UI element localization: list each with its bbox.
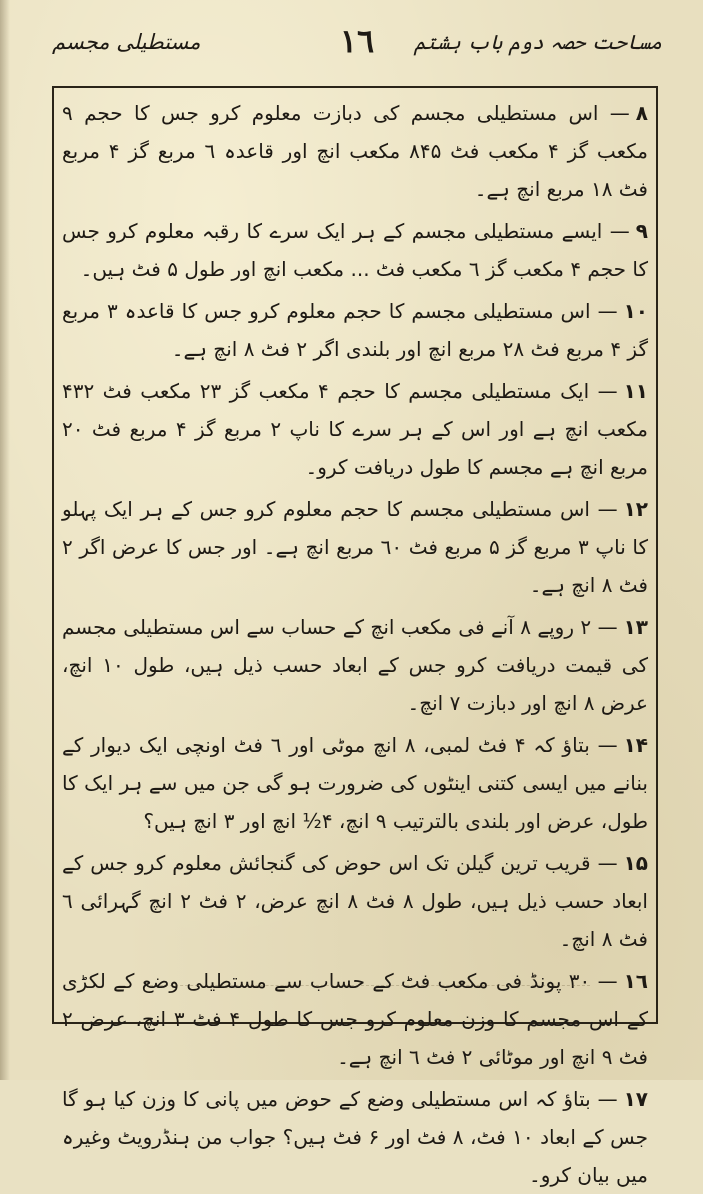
exercise-number: ۱۳: [623, 615, 648, 639]
exercise-text: ایک مستطیلی مجسم کا حجم ۴ مکعب گز ۲۳ مکعب فٹ ۴۳۲ مکعب انچ ہے اور اس کے ہر سرے کا ناپ ۲ مربع گز ۴ مربع فٹ ۲۰ مربع انچ ہے مجسم کا طول دریافت کرو۔: [62, 379, 649, 479]
exercise-item: ۱۱— ایک مستطیلی مجسم کا حجم ۴ مکعب گز ۲۳ مکعب فٹ ۴۳۲ مکعب انچ ہے اور اس کے ہر سرے کا ناپ ۲ مربع گز ۴ مربع فٹ ۲۰ مربع انچ ہے مجسم کا طول دریافت کرو۔: [62, 379, 649, 479]
exercise-text: قریب ترین گیلن تک اس حوض کی گنجائش معلوم کرو جس کے ابعاد حسب ذیل ہیں، طول ۸ فٹ ۸ انچ عرض، ۲ فٹ ۲ انچ گہرائی ٦ فٹ ۸ انچ۔: [62, 851, 648, 951]
exercise-number: ۱۱: [623, 379, 649, 403]
exercise-item: ۱۴— بتاؤ کہ ۴ فٹ لمبی، ۸ انچ موٹی اور ٦ فٹ اونچی ایک دیوار کے بنانے میں ایسی کتنی اینٹوں کی ضرورت ہو گی جن میں سے ہر ایک کا طول، عرض اور بلندی بالترتیب ۹ انچ، ۴½ انچ اور ۳ انچ ہیں؟: [62, 733, 648, 833]
exercise-item: ۱۳— ۲ روپے ۸ آنے فی مکعب انچ کے حساب سے اس مستطیلی مجسم کی قیمت دریافت کرو جس کے ابعاد حسب ذیل ہیں، طول ۱۰ انچ، عرض ۸ انچ اور دبازت ۷ انچ۔: [62, 615, 648, 715]
exercise-number: ۱٦: [623, 969, 649, 993]
exercise-text: اس مستطیلی مجسم کا حجم معلوم کرو جس کا قاعدہ ۳ مربع گز ۴ مربع فٹ ۲۸ مربع انچ اور بلندی اگر ۲ فٹ ۸ انچ ہے۔: [62, 299, 648, 361]
page-binding-shadow: [0, 0, 10, 1080]
exercise-text: ایسے مستطیلی مجسم کے ہر ایک سرے کا رقبہ معلوم کرو جس کا حجم ۴ مکعب گز ٦ مکعب فٹ ... مکعب انچ اور طول ۵ فٹ ہیں۔: [62, 219, 648, 281]
page-header: [52, 22, 662, 70]
exercise-item: ۸— اس مستطیلی مجسم کی دبازت معلوم کرو جس کا حجم ۹ مکعب گز ۴ مکعب فٹ ۸۴۵ مکعب انچ اور قاعدہ ٦ مربع گز ۴ مربع فٹ ۱۸ مربع انچ ہے۔: [62, 101, 649, 201]
exercise-number: ۱۰: [623, 299, 648, 323]
page-number: ۱٦: [339, 22, 375, 60]
running-head-topic: مستطیلی مجسم: [52, 30, 201, 54]
exercise-number: ۸: [635, 101, 649, 125]
exercise-item: ۱۷— بتاؤ کہ اس مستطیلی وضع کے حوض میں پانی کا وزن کیا ہو گا جس کے ابعاد ۱۰ فٹ، ۸ فٹ اور ۶ فٹ ہیں؟ جواب من ہنڈرویٹ وغیرہ میں بیان کرو۔: [62, 1087, 649, 1187]
exercise-item: ۹— ایسے مستطیلی مجسم کے ہر ایک سرے کا رقبہ معلوم کرو جس کا حجم ۴ مکعب گز ٦ مکعب فٹ ... مکعب انچ اور طول ۵ فٹ ہیں۔: [62, 219, 649, 281]
exercise-list: [62, 94, 649, 1187]
exercise-text: اس مستطیلی مجسم کا حجم معلوم کرو جس کے ہر ایک پہلو کا ناپ ۳ مربع گز ۵ مربع فٹ ٦۰ مربع انچ ہے۔ اور جس کا عرض اگر ۲ فٹ ۸ انچ ہے۔: [62, 497, 648, 597]
exercise-item: ۱۵— قریب ترین گیلن تک اس حوض کی گنجائش معلوم کرو جس کے ابعاد حسب ذیل ہیں، طول ۸ فٹ ۸ انچ عرض، ۲ فٹ ۲ انچ گہرائی ٦ فٹ ۸ انچ۔: [62, 851, 649, 951]
exercise-item: ۱۲— اس مستطیلی مجسم کا حجم معلوم کرو جس کے ہر ایک پہلو کا ناپ ۳ مربع گز ۵ مربع فٹ ٦۰ مربع انچ ہے۔ اور جس کا عرض اگر ۲ فٹ ۸ انچ ہے۔: [62, 497, 648, 597]
exercise-item: ۱٦— ۳۰ پونڈ فی مکعب فٹ کے حساب سے مستطیلی وضع کے لکڑی کے اس مجسم کا وزن معلوم کرو جس کا طول ۴ فٹ ۳ انچ، عرض ۲ فٹ ۹ انچ اور موٹائی ۲ فٹ ٦ انچ ہے۔: [62, 969, 649, 1069]
exercise-text: بتاؤ کہ اس مستطیلی وضع کے حوض میں پانی کا وزن کیا ہو گا جس کے ابعاد ۱۰ فٹ، ۸ فٹ اور ۶ فٹ ہیں؟ جواب من ہنڈرویٹ وغیرہ میں بیان کرو۔: [62, 1087, 648, 1187]
faint-print-line: [150, 985, 590, 988]
exercise-number: ۹: [635, 219, 649, 243]
exercise-number: ۱۷: [623, 1087, 649, 1111]
exercise-text: بتاؤ کہ ۴ فٹ لمبی، ۸ انچ موٹی اور ٦ فٹ اونچی ایک دیوار کے بنانے میں ایسی کتنی اینٹوں کی ضرورت ہو گی جن میں سے ہر ایک کا طول، عرض اور بلندی بالترتیب ۹ انچ، ۴½ انچ اور ۳ انچ ہیں؟: [62, 733, 648, 833]
exercise-number: ۱۴: [623, 733, 648, 757]
exercise-text: ۲ روپے ۸ آنے فی مکعب انچ کے حساب سے اس مستطیلی مجسم کی قیمت دریافت کرو جس کے ابعاد حسب ذیل ہیں، طول ۱۰ انچ، عرض ۸ انچ اور دبازت ۷ انچ۔: [62, 615, 648, 715]
exercise-text: اس مستطیلی مجسم کی دبازت معلوم کرو جس کا حجم ۹ مکعب گز ۴ مکعب فٹ ۸۴۵ مکعب انچ اور قاعدہ ٦ مربع گز ۴ مربع فٹ ۱۸ مربع انچ ہے۔: [62, 101, 648, 201]
exercise-text: ۳۰ پونڈ فی مکعب فٹ کے حساب سے مستطیلی وضع کے لکڑی کے اس مجسم کا وزن معلوم کرو جس کا طول ۴ فٹ ۳ انچ، عرض ۲ فٹ ۹ انچ اور موٹائی ۲ فٹ ٦ انچ ہے۔: [62, 969, 648, 1069]
exercise-item: ۱۰— اس مستطیلی مجسم کا حجم معلوم کرو جس کا قاعدہ ۳ مربع گز ۴ مربع فٹ ۲۸ مربع انچ اور بلندی اگر ۲ فٹ ۸ انچ ہے۔: [62, 299, 648, 361]
running-head-chapter: مساحت حصہ دوم باب ہشتم: [413, 30, 662, 54]
exercise-number: ۱۲: [623, 497, 648, 521]
exercise-number: ۱۵: [623, 851, 649, 875]
